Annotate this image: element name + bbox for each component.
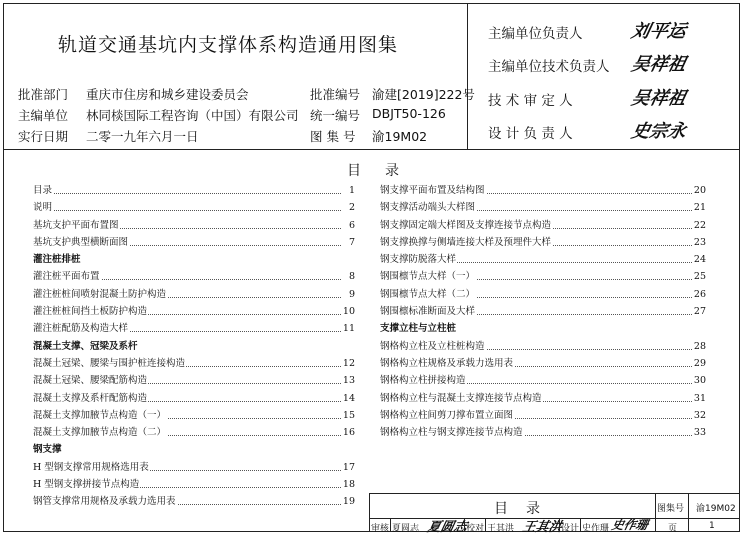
toc-entry-title: 钢支撑活动端头大样图 [380, 202, 476, 214]
toc-entry [380, 303, 706, 320]
header-divider-horizontal [3, 149, 740, 150]
meta-value: 林同棪国际工程咨询（中国）有限公司 [86, 108, 299, 123]
toc-entry [380, 182, 706, 199]
toc-entry-title: 混凝土冠梁、腰梁与围护桩连接构造 [33, 357, 186, 369]
toc-entry [33, 320, 355, 337]
toc-entry-title: 混凝土支撑及系杆配筋构造 [33, 392, 148, 404]
title-block-cell-line [559, 518, 560, 532]
toc-entry-page: 32 [692, 407, 706, 424]
toc-entry-page: 22 [692, 217, 706, 234]
title-block-left-line [369, 493, 370, 532]
meta-value: DBJT50-126 [372, 106, 446, 121]
header-divider-vertical [467, 3, 468, 149]
toc-entry-title: 钢格构立柱与混凝土支撑连接节点构造 [380, 392, 542, 404]
toc-entry [33, 390, 355, 407]
toc-entry-title: 钢围檩节点大样（二） [380, 288, 476, 300]
toc-entry-page: 27 [692, 303, 706, 320]
toc-entry [380, 217, 706, 234]
toc-entry-page: 2 [347, 199, 355, 216]
toc-entry [380, 234, 706, 251]
responsible-label: 主编单位负责人 [488, 26, 583, 42]
responsible-signature: 吴祥祖 [629, 54, 688, 75]
meta-value: 二零一九年六月一日 [86, 129, 199, 144]
designer-signature: 史作珊 [610, 518, 650, 532]
toc-entry-page: 33 [692, 424, 706, 441]
title-block-top-line [369, 493, 740, 494]
reviewer-signature: 夏圆志 [425, 520, 469, 535]
designer-name: 史作珊 [582, 524, 610, 534]
toc-entry-page: 26 [692, 286, 706, 303]
toc-section-heading: 钢支撑 [33, 444, 62, 456]
title-block-cell-line [485, 518, 486, 532]
responsible-label: 主编单位技术负责人 [488, 59, 610, 75]
toc-section-heading: 支撑立柱与立柱桩 [380, 323, 457, 335]
toc-entry-title: 钢格构立柱规格及承载力选用表 [380, 357, 514, 369]
page-number: 1 [709, 521, 715, 531]
toc-entry [380, 390, 706, 407]
toc-entry-title: 灌注桩桩间挡土板防护构造 [33, 306, 148, 318]
toc-entry-page: 7 [347, 234, 355, 251]
toc-entry-title: 钢支撑固定端大样图及支撑连接节点构造 [380, 219, 552, 231]
atlas-no-label: 图集号 [657, 504, 685, 514]
toc-entry-page: 31 [692, 390, 706, 407]
responsible-signature: 吴祥祖 [629, 88, 688, 109]
meta-label: 批准部门 [18, 87, 69, 102]
drawing-name: 目录 [494, 501, 558, 517]
toc-entry-page: 15 [341, 407, 355, 424]
toc-entry [33, 355, 355, 372]
responsible-signature: 刘平运 [629, 21, 688, 42]
toc-entry-page: 18 [341, 476, 355, 493]
toc-entry [33, 286, 355, 303]
meta-value: 重庆市住房和城乡建设委员会 [86, 87, 249, 102]
toc-entry [380, 424, 706, 441]
toc-entry-title: 钢格构立柱及立柱桩构造 [380, 340, 485, 352]
toc-entry [380, 268, 706, 285]
meta-label: 批准编号 [310, 87, 361, 102]
toc-entry-page: 10 [341, 303, 355, 320]
toc-entry [33, 493, 355, 510]
title-block-cell-line [390, 518, 391, 532]
toc-entry-title: 灌注桩桩间喷射混凝土防护构造 [33, 288, 167, 300]
meta-value: 渝19M02 [372, 129, 428, 144]
toc-entry-page: 25 [692, 268, 706, 285]
toc-entry-title: 钢格构立柱间剪刀撑布置立面图 [380, 409, 514, 421]
toc-entry [33, 303, 355, 320]
title-block-col-line [688, 493, 689, 532]
title-block-col-line [655, 493, 656, 532]
toc-entry [33, 234, 355, 251]
toc-entry-page: 20 [692, 182, 706, 199]
toc-entry-page: 6 [347, 217, 355, 234]
design-label: 设计 [561, 524, 580, 534]
toc-entry-title: 钢格构立柱与钢支撑连接节点构造 [380, 427, 523, 439]
toc-leader-dots [33, 193, 341, 194]
meta-value: 渝建[2019]222号 [372, 87, 475, 102]
meta-label: 实行日期 [18, 129, 69, 144]
toc-entry-title: 钢围檩标准断面及大样 [380, 306, 476, 318]
toc-entry-title: 灌注桩配筋及构造大样 [33, 323, 129, 335]
toc-entry [33, 476, 355, 493]
toc-entry-title: H 型钢支撑拼接节点构造 [33, 479, 140, 491]
toc-entry-page: 14 [341, 390, 355, 407]
title-block-cell-line [580, 518, 581, 532]
checker-signature: 王其洪 [520, 520, 564, 535]
toc-entry-page: 24 [692, 251, 706, 268]
toc-entry [33, 424, 355, 441]
atlas-title: 轨道交通基坑内支撑体系构造通用图集 [58, 34, 399, 56]
toc-entry-title: 混凝土冠梁、腰梁配筋构造 [33, 375, 148, 387]
check-label: 校对 [466, 524, 485, 534]
meta-label: 统一编号 [310, 108, 361, 123]
toc-entry-title: 混凝土支撑加腋节点构造（二） [33, 427, 167, 439]
toc-entry-title: 灌注桩平面布置 [33, 271, 100, 283]
atlas-no-value: 渝19M02 [696, 504, 736, 514]
toc-entry-page: 1 [347, 182, 355, 199]
toc-entry-page: 30 [692, 372, 706, 389]
toc-entry-title: 目录 [33, 185, 53, 196]
toc-entry [33, 268, 355, 285]
toc-entry [33, 199, 355, 216]
toc-entry-page: 29 [692, 355, 706, 372]
responsible-label: 设 计 负 责 人 [488, 126, 573, 142]
toc-entry-title: 钢支撑平面布置及结构图 [380, 185, 485, 196]
toc-entry-page: 8 [347, 268, 355, 285]
toc-entry-page: 17 [341, 459, 355, 476]
checker-name: 王其洪 [487, 524, 515, 534]
toc-entry [380, 338, 706, 355]
toc-leader-dots [33, 210, 341, 211]
responsible-signature: 史宗永 [629, 121, 688, 142]
review-label: 审核 [371, 524, 390, 534]
toc-entry [33, 459, 355, 476]
toc-entry [380, 199, 706, 216]
reviewer-name: 夏圆志 [392, 524, 420, 534]
toc-entry-title: 钢管支撑常用规格及承载力选用表 [33, 496, 176, 508]
toc-entry [33, 217, 355, 234]
responsible-label: 技 术 审 定 人 [488, 93, 573, 109]
toc-section-heading: 混凝土支撑、冠梁及系杆 [33, 340, 138, 352]
toc-entry-page: 23 [692, 234, 706, 251]
toc-entry [380, 251, 706, 268]
toc-entry-page: 9 [347, 286, 355, 303]
toc-entry-title: 基坑支护平面布置图 [33, 219, 119, 231]
toc-entry-title: 钢支撑防脱落大样 [380, 254, 457, 266]
toc-entry [380, 372, 706, 389]
title-block-cell-line [464, 518, 465, 532]
toc-left-column [33, 182, 355, 511]
toc-entry-page: 28 [692, 338, 706, 355]
toc-entry-title: H 型钢支撑常用规格选用表 [33, 461, 149, 473]
toc-section-heading: 灌注桩排桩 [33, 254, 81, 266]
toc-right-column [380, 182, 706, 441]
page-label: 页 [668, 524, 678, 534]
toc-entry-title: 钢支撑换撑与侧墙连接大样及预埋件大样 [380, 236, 552, 248]
toc-entry [380, 355, 706, 372]
toc-entry-page: 11 [341, 320, 355, 337]
toc-entry-page: 21 [692, 199, 706, 216]
toc-entry-page: 19 [341, 493, 355, 510]
toc-entry-title: 基坑支护典型横断面图 [33, 236, 129, 248]
toc-entry-title: 说明 [33, 202, 53, 214]
toc-entry [33, 372, 355, 389]
toc-heading: 目录 [347, 163, 423, 179]
toc-entry [33, 407, 355, 424]
toc-entry-page: 13 [341, 372, 355, 389]
toc-entry-page: 12 [341, 355, 355, 372]
toc-entry-page: 16 [341, 424, 355, 441]
toc-entry [380, 407, 706, 424]
toc-entry [33, 182, 355, 199]
toc-entry [380, 286, 706, 303]
meta-label: 图 集 号 [310, 129, 356, 144]
meta-label: 主编单位 [18, 108, 69, 123]
toc-entry-title: 混凝土支撑加腋节点构造（一） [33, 409, 167, 421]
toc-entry-title: 钢围檩节点大样（一） [380, 271, 476, 283]
toc-entry-title: 钢格构立柱拼接构造 [380, 375, 466, 387]
